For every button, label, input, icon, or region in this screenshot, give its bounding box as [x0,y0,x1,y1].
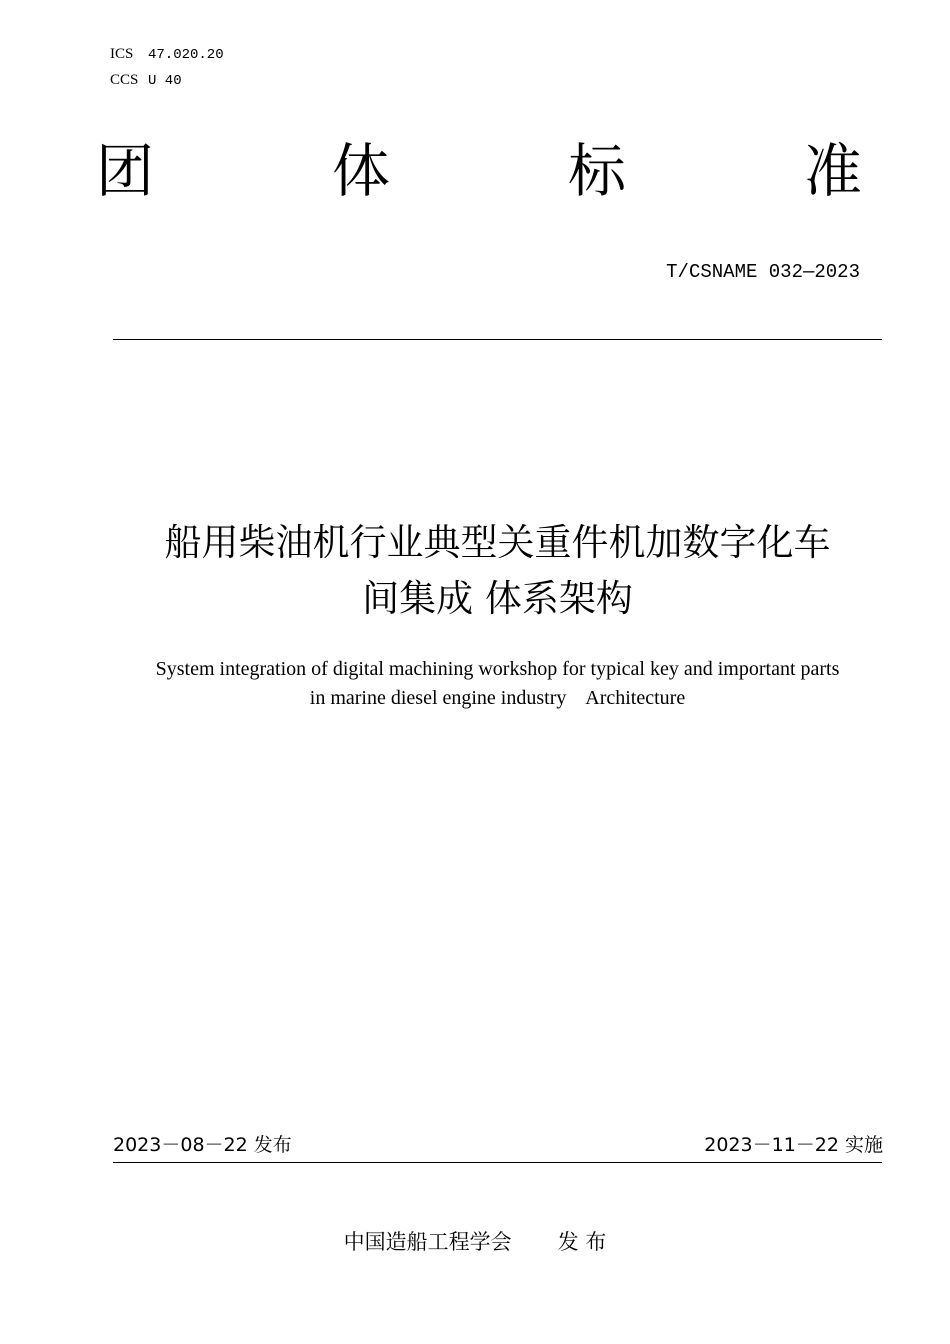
document-title-chinese [80,515,915,627]
document-title-english [60,655,935,713]
standard-number: T/CSNAME 032—2023 [666,261,860,283]
ics-code [110,45,224,64]
ccs-label: CCS [110,72,139,88]
title-cn-line-2: 间集成 体系架构 [362,577,633,620]
publisher-org: 中国造船工程学会 [343,1230,512,1254]
standard-type-char: 团 [96,137,155,205]
publisher-line [0,1228,950,1256]
footer-divider [113,1162,882,1163]
ics-label: ICS [110,46,134,62]
ics-value: 47.020.20 [148,47,224,63]
standard-type-char: 体 [331,137,390,205]
standard-type-char: 标 [567,137,626,205]
standard-type-heading [96,136,862,206]
ccs-value: U 40 [148,73,182,89]
ccs-code [110,71,182,90]
header-divider [113,339,882,340]
title-cn-line-1: 船用柴油机行业典型关重件机加数字化车 [164,521,831,564]
title-en-line-2: in marine diesel engine industry Architecture [309,687,686,709]
publisher-action: 发 布 [557,1230,607,1254]
title-en-line-1: System integration of digital machining workshop for typical key and important parts [155,658,840,680]
implement-date: 2023－11－22 实施 [704,1134,883,1156]
publish-date: 2023－08－22 发布 [113,1134,292,1156]
standard-type-char: 准 [803,137,862,205]
